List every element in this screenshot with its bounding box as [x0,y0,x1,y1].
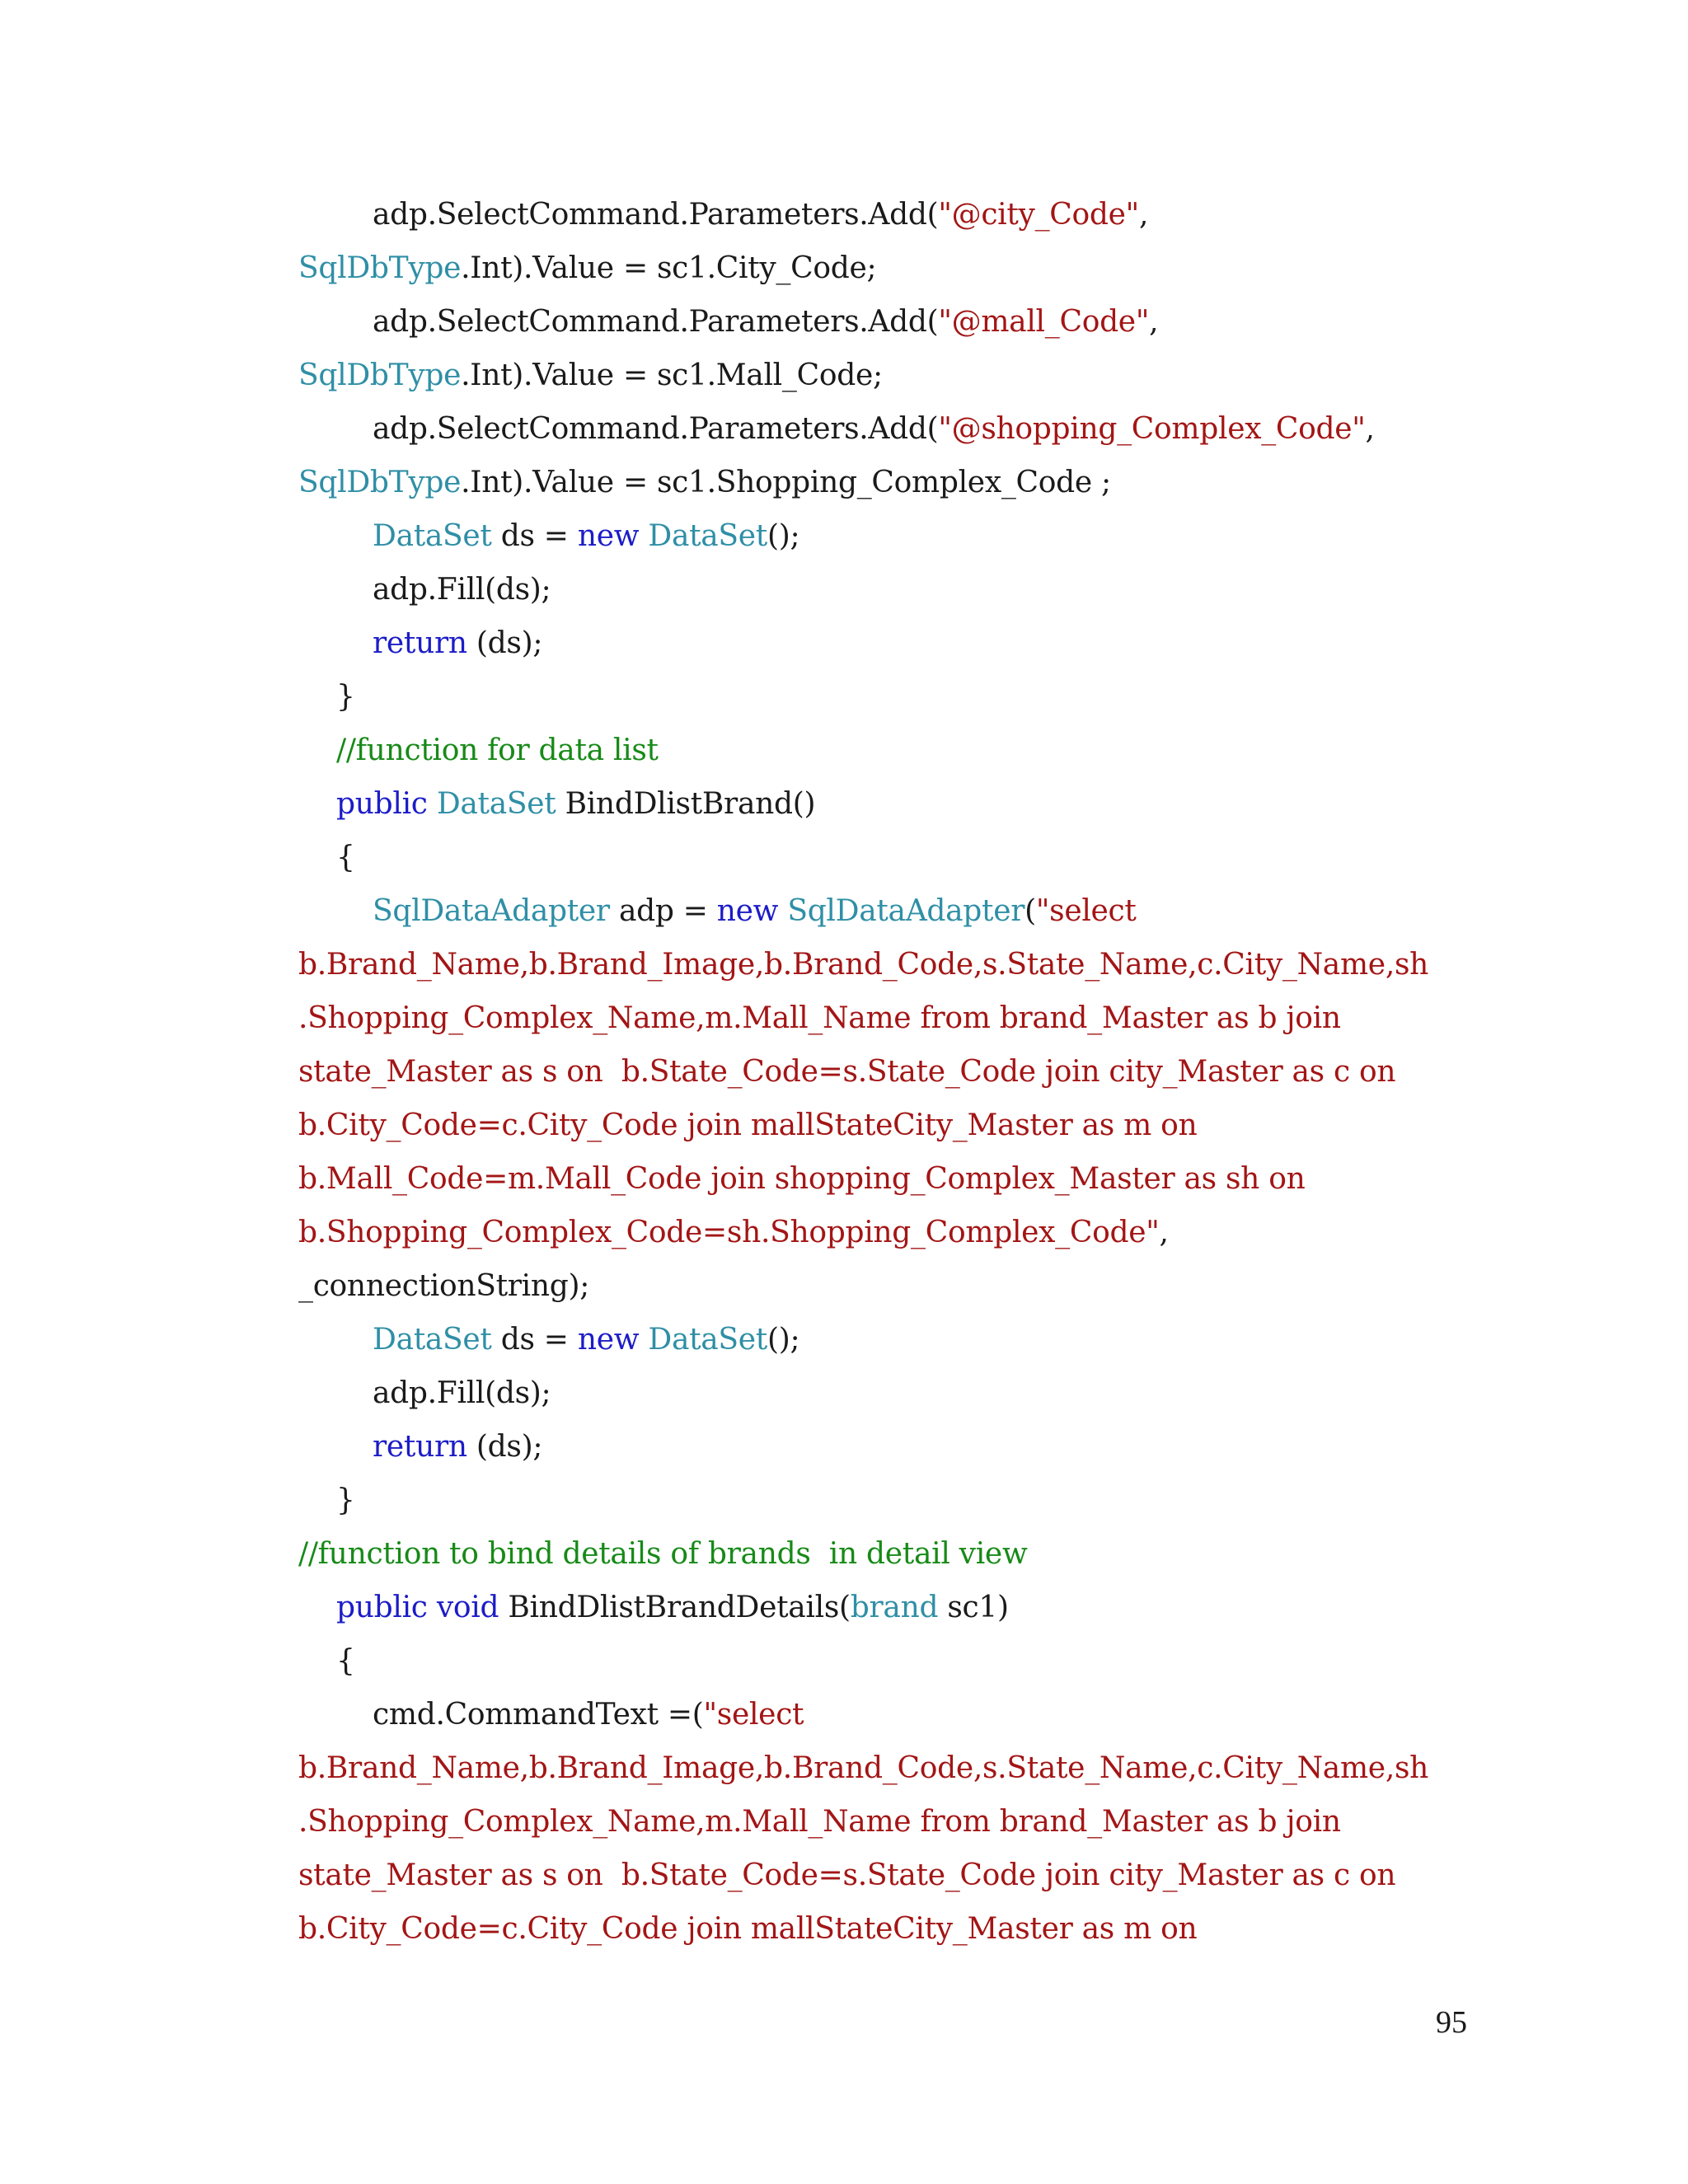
comment-token: //function to bind details of brands in detail view [298,1537,1028,1571]
code-token: adp.SelectCommand.Parameters.Add( [373,412,939,446]
code-token: , [1365,412,1375,446]
string-token: state_Master as s on b.State_Code=s.State_Code join city_Master as c on [298,1055,1396,1089]
string-token: b.Shopping_Complex_Code=sh.Shopping_Complex_Code" [298,1216,1160,1249]
type-token: SqlDbType [298,251,462,285]
keyword-token: new [716,894,779,928]
code-token [428,1591,437,1624]
code-line [298,1902,1469,1956]
type-token: SqlDbType [298,466,462,499]
code-token: .Int).Value = sc1.Shopping_Complex_Code ; [461,466,1111,499]
string-token: b.City_Code=c.City_Code join mallStateCity_Master as m on [298,1108,1198,1142]
code-token: (ds); [467,1430,543,1464]
code-token: adp.Fill(ds); [373,1376,551,1410]
code-token: ( [1025,894,1036,928]
code-line [298,349,1469,402]
string-token: b.Brand_Name,b.Brand_Image,b.Brand_Code,s.State_Name,c.City_Name,sh [298,1751,1429,1785]
code-token: } [336,680,355,714]
code-line [298,831,1469,884]
code-token: , [1138,198,1149,232]
code-token [428,787,437,821]
string-token: .Shopping_Complex_Name,m.Mall_Name from brand_Master as b join [298,1001,1341,1035]
code-token: ds = [491,519,578,553]
type-token: DataSet [436,787,556,821]
code-line [298,884,1469,938]
code-line [298,1099,1469,1152]
string-token: "@mall_Code" [938,305,1150,339]
string-token: "select [1035,894,1137,928]
code-token: _connectionString); [298,1269,590,1303]
code-line [298,402,1469,456]
type-token: brand [850,1591,939,1624]
code-line [298,1581,1469,1634]
code-line [298,724,1469,777]
code-token: .Int).Value = sc1.City_Code; [461,251,877,285]
code-line [298,1045,1469,1099]
code-line [298,1741,1469,1795]
code-line [298,563,1469,616]
code-line [298,1259,1469,1313]
code-line [298,1688,1469,1741]
string-token: state_Master as s on b.State_Code=s.State_Code join city_Master as c on [298,1858,1396,1892]
code-token [639,1323,648,1357]
code-line [298,1527,1469,1581]
code-line [298,1206,1469,1259]
code-token: (); [767,1323,800,1357]
code-token: { [336,1644,355,1678]
code-line [298,1366,1469,1420]
code-listing [298,188,1469,1956]
string-token: "@shopping_Complex_Code" [938,412,1366,446]
keyword-token: public [336,1591,428,1624]
code-token: , [1149,305,1159,339]
keyword-token: public [336,787,428,821]
code-token: .Int).Value = sc1.Mall_Code; [461,359,883,392]
string-token: b.Brand_Name,b.Brand_Image,b.Brand_Code,s.State_Name,c.City_Name,sh [298,948,1429,982]
code-token [778,894,787,928]
string-token: "select [703,1698,804,1732]
code-token: ds = [491,1323,578,1357]
code-token: cmd.CommandText =( [373,1698,704,1732]
code-token: { [336,841,355,874]
code-token: adp.Fill(ds); [373,573,551,607]
comment-token: //function for data list [336,733,659,767]
type-token: DataSet [373,1323,492,1357]
keyword-token: void [436,1591,499,1624]
string-token: .Shopping_Complex_Name,m.Mall_Name from brand_Master as b join [298,1805,1341,1839]
code-token [639,519,648,553]
code-line [298,1420,1469,1474]
code-line [298,295,1469,349]
type-token: SqlDataAdapter [787,894,1025,928]
code-line [298,938,1469,991]
keyword-token: return [373,1430,467,1464]
code-token: , [1159,1216,1169,1249]
code-line [298,777,1469,831]
string-token: b.Mall_Code=m.Mall_Code join shopping_Complex_Master as sh on [298,1162,1306,1196]
string-token: b.City_Code=c.City_Code join mallStateCity_Master as m on [298,1912,1198,1946]
code-line [298,1849,1469,1902]
type-token: DataSet [373,519,492,553]
keyword-token: new [577,1323,640,1357]
code-line [298,991,1469,1045]
code-line [298,1474,1469,1527]
code-line [298,1152,1469,1206]
code-line [298,509,1469,563]
type-token: DataSet [648,1323,767,1357]
code-line [298,1634,1469,1688]
code-line [298,241,1469,295]
code-line [298,456,1469,509]
string-token: "@city_Code" [938,198,1139,232]
code-line [298,1795,1469,1849]
keyword-token: new [577,519,640,553]
code-line [298,188,1469,241]
code-token: BindDlistBrand() [556,787,816,821]
code-token: sc1) [938,1591,1009,1624]
code-token: BindDlistBrandDetails( [499,1591,851,1624]
code-token: adp.SelectCommand.Parameters.Add( [373,198,939,232]
type-token: DataSet [648,519,767,553]
type-token: SqlDbType [298,359,462,392]
code-token: } [336,1483,355,1517]
code-line [298,670,1469,724]
code-token: adp = [609,894,717,928]
code-token: (ds); [467,626,543,660]
type-token: SqlDataAdapter [373,894,610,928]
code-token: adp.SelectCommand.Parameters.Add( [373,305,939,339]
code-token: (); [767,519,800,553]
page-number: 95 [1436,2005,1467,2040]
keyword-token: return [373,626,467,660]
code-line [298,1313,1469,1366]
code-line [298,616,1469,670]
